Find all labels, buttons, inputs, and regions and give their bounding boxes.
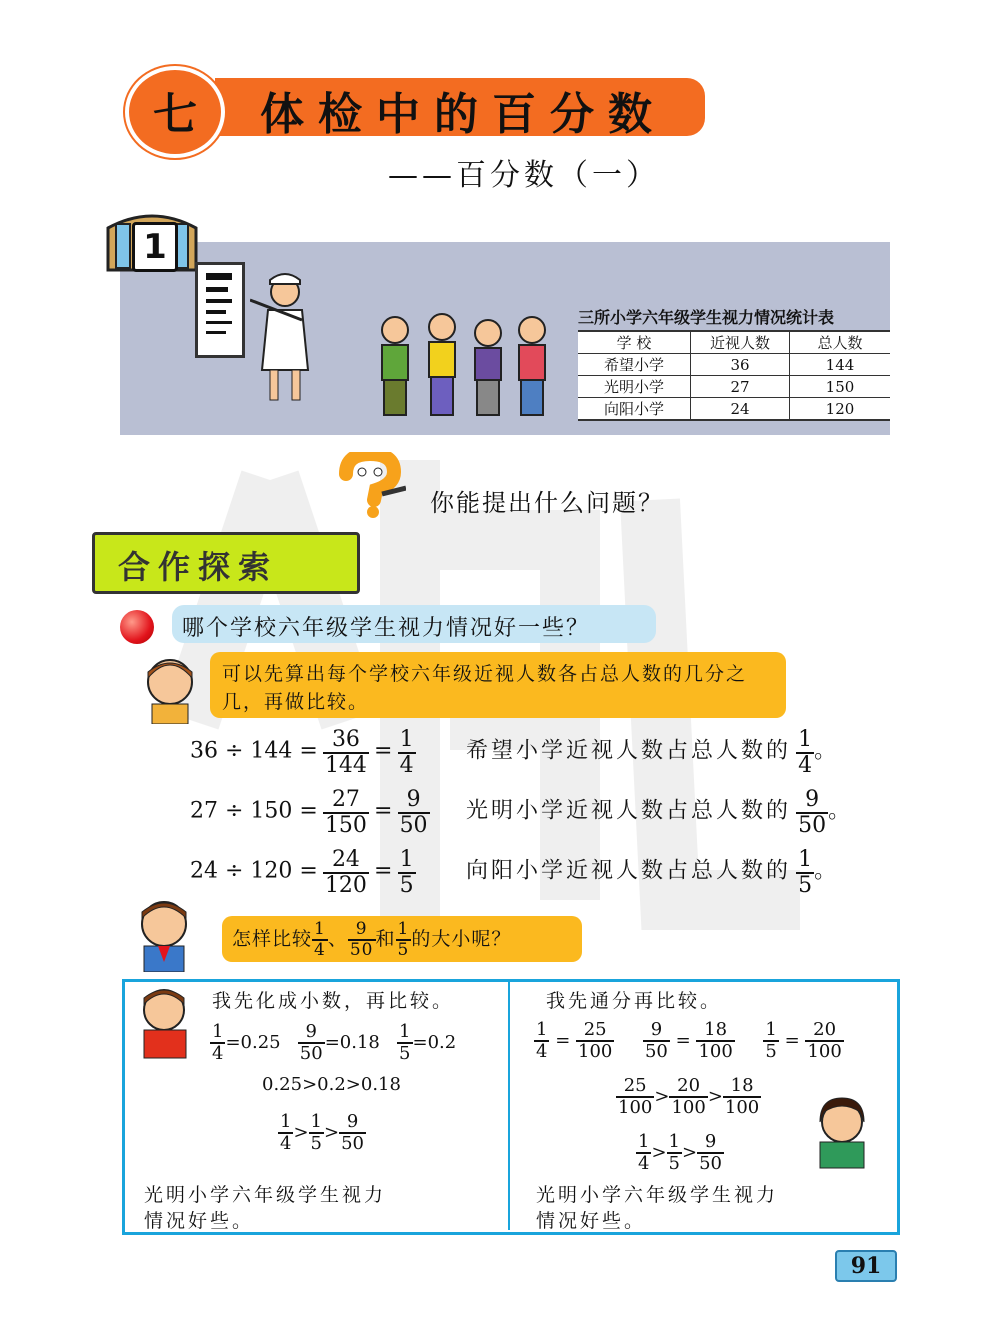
right-intro: 我先通分再比较。 xyxy=(546,990,723,1012)
fraction xyxy=(534,1020,549,1062)
denominator: 50 xyxy=(349,940,374,960)
calc-description-text: 希望小学近视人数占总人数的 xyxy=(466,738,792,764)
calc-row xyxy=(190,788,430,838)
fraction xyxy=(723,1076,761,1118)
boy2-avatar xyxy=(132,984,198,1060)
eye-chart-icon xyxy=(195,262,245,358)
fraction xyxy=(323,848,369,898)
fraction xyxy=(323,728,369,778)
fraction xyxy=(309,1112,324,1154)
decimal-value: =0.18 xyxy=(324,1032,380,1053)
table-cell: 120 xyxy=(790,398,891,421)
fraction xyxy=(796,848,814,898)
greater-than: > xyxy=(707,1086,723,1107)
table-row xyxy=(578,354,890,376)
numerator: 1 xyxy=(765,1019,777,1040)
numerator: 1 xyxy=(536,1019,548,1040)
denominator: 4 xyxy=(536,1041,548,1062)
left-conclusion-line2: 情况好些。 xyxy=(144,1210,255,1232)
students-figure xyxy=(370,305,570,420)
table-caption: 三所小学六年级学生视力情况统计表 xyxy=(578,308,835,327)
fraction xyxy=(398,788,430,838)
denominator: 4 xyxy=(798,753,813,778)
denominator: 4 xyxy=(212,1043,224,1064)
numerator: 36 xyxy=(323,728,369,754)
fraction xyxy=(210,1022,225,1064)
fraction xyxy=(697,1132,724,1174)
calc-description-text: 向阳小学近视人数占总人数的 xyxy=(466,858,792,884)
chapter-subtitle: ——百分数（一） xyxy=(388,158,660,193)
fraction xyxy=(398,728,416,778)
fraction xyxy=(616,1076,654,1118)
table-cell: 24 xyxy=(691,398,790,421)
calc-description xyxy=(466,848,839,898)
denominator: 50 xyxy=(341,1133,364,1154)
table-row xyxy=(578,376,890,398)
chapter-title: 体检中的百分数 xyxy=(260,89,666,140)
denominator: 50 xyxy=(644,1041,668,1062)
denominator: 5 xyxy=(310,1133,322,1154)
numerator: 9 xyxy=(348,920,376,941)
table-cell: 向阳小学 xyxy=(578,398,691,421)
table-cell: 36 xyxy=(691,354,790,376)
fraction xyxy=(669,1076,707,1118)
numerator: 1 xyxy=(280,1111,292,1132)
hint-text: 可以先算出每个学校六年级近视人数各占总人数的几分之几，再做比较。 xyxy=(222,663,748,713)
fraction xyxy=(796,728,814,778)
denominator: 100 xyxy=(807,1041,842,1062)
numerator: 1 xyxy=(798,727,813,752)
main-question: 哪个学校六年级学生视力情况好一些？ xyxy=(182,616,591,641)
calc-description-text: 光明小学近视人数占总人数的 xyxy=(466,798,792,824)
calc-expression: 36 ÷ 144 = xyxy=(190,738,318,764)
numerator: 1 xyxy=(399,727,414,752)
table-cell: 144 xyxy=(790,354,891,376)
greater-than: > xyxy=(682,1142,698,1163)
equals-sign: = xyxy=(374,798,393,824)
right-conclusion-line1: 光明小学六年级学生视力 xyxy=(536,1184,779,1206)
right-conclusion-line2: 情况好些。 xyxy=(536,1210,647,1232)
numerator: 18 xyxy=(696,1020,734,1042)
numerator: 1 xyxy=(212,1021,224,1042)
numerator: 25 xyxy=(576,1020,614,1042)
table-header-row xyxy=(578,331,890,354)
fraction xyxy=(323,788,369,838)
denominator: 5 xyxy=(399,873,414,898)
doctor-figure xyxy=(250,270,320,410)
denominator: 100 xyxy=(618,1097,653,1118)
greater-than: > xyxy=(293,1122,309,1143)
fraction xyxy=(643,1020,670,1062)
table-row xyxy=(578,398,890,421)
decimal-comparison: 0.25>0.2>0.18 xyxy=(262,1074,401,1095)
prompt-question: 你能提出什么问题？ xyxy=(430,489,664,517)
calc-description xyxy=(466,788,853,838)
table-cell: 希望小学 xyxy=(578,354,691,376)
compare-suffix: 的大小呢？ xyxy=(411,928,512,950)
numerator: 1 xyxy=(314,919,326,939)
denominator: 144 xyxy=(324,753,367,778)
numerator: 1 xyxy=(638,1131,650,1152)
numerator: 1 xyxy=(310,1111,322,1132)
fraction xyxy=(805,1020,843,1062)
numerator: 1 xyxy=(399,1021,411,1042)
period: 。 xyxy=(828,798,854,824)
denominator: 5 xyxy=(399,1043,411,1064)
period: 。 xyxy=(814,858,840,884)
equals-sign: = xyxy=(374,858,393,884)
table-header: 近视人数 xyxy=(691,331,790,354)
fraction xyxy=(396,920,412,960)
hundredths-comparison xyxy=(616,1076,761,1118)
girl2-avatar xyxy=(806,1094,874,1170)
numerator: 20 xyxy=(805,1020,843,1042)
numerator: 9 xyxy=(697,1132,724,1154)
problem-number: 1 xyxy=(132,222,178,272)
fraction xyxy=(763,1020,778,1062)
calc-description xyxy=(466,728,839,778)
numerator: 24 xyxy=(323,848,369,874)
denominator: 50 xyxy=(798,813,827,838)
fraction xyxy=(636,1132,651,1174)
numerator: 27 xyxy=(323,788,369,814)
fraction xyxy=(312,920,328,960)
chapter-number: 七 xyxy=(153,89,197,140)
right-fraction-comparison xyxy=(636,1132,724,1174)
calc-expression: 27 ÷ 150 = xyxy=(190,798,318,824)
numerator: 18 xyxy=(723,1076,761,1098)
denominator: 4 xyxy=(399,753,414,778)
common-denominator-row xyxy=(534,1020,844,1062)
numerator: 1 xyxy=(397,919,410,939)
table-header: 学 校 xyxy=(578,331,691,354)
equals-sign: = xyxy=(784,1030,800,1051)
denominator: 50 xyxy=(299,1043,323,1064)
numerator: 1 xyxy=(668,1131,680,1152)
denominator: 4 xyxy=(314,940,326,960)
table-cell: 150 xyxy=(790,376,891,398)
greater-than: > xyxy=(651,1142,667,1163)
denominator: 120 xyxy=(324,873,367,898)
denominator: 5 xyxy=(765,1041,777,1062)
fraction xyxy=(796,788,828,838)
table-header: 总人数 xyxy=(790,331,891,354)
numerator: 9 xyxy=(339,1112,366,1134)
left-intro: 我先化成小数，再比较。 xyxy=(212,990,455,1012)
denominator: 4 xyxy=(638,1153,650,1174)
fraction xyxy=(298,1022,325,1064)
decimal-value: =0.25 xyxy=(225,1032,281,1053)
greater-than: > xyxy=(654,1086,670,1107)
denominator: 5 xyxy=(397,940,410,960)
separator: 、 xyxy=(327,928,348,950)
section-tag-label: 合作探索 xyxy=(118,548,279,586)
denominator: 100 xyxy=(698,1041,733,1062)
fraction xyxy=(576,1020,614,1062)
calc-expression: 24 ÷ 120 = xyxy=(190,858,318,884)
equals-sign: = xyxy=(374,738,393,764)
denominator: 5 xyxy=(668,1153,680,1174)
question-mark-icon xyxy=(336,452,406,518)
equals-sign: = xyxy=(675,1030,691,1051)
fraction xyxy=(398,848,416,898)
denominator: 100 xyxy=(671,1097,706,1118)
compare-question xyxy=(232,920,511,960)
left-fraction-comparison xyxy=(278,1112,366,1154)
greater-than: > xyxy=(324,1122,340,1143)
numerator: 1 xyxy=(399,847,414,872)
denominator: 100 xyxy=(578,1041,613,1062)
table-cell: 光明小学 xyxy=(578,376,691,398)
numerator: 9 xyxy=(298,1022,325,1044)
denominator: 4 xyxy=(280,1133,292,1154)
fraction xyxy=(278,1112,293,1154)
numerator: 1 xyxy=(798,847,813,872)
denominator: 100 xyxy=(724,1097,760,1118)
separator: 和 xyxy=(375,928,396,950)
table-cell: 27 xyxy=(691,376,790,398)
numerator: 20 xyxy=(669,1076,707,1098)
fraction xyxy=(397,1022,412,1064)
red-dot-icon xyxy=(120,610,154,644)
compare-prefix: 怎样比较 xyxy=(232,928,313,950)
fraction xyxy=(696,1020,734,1062)
solutions-divider xyxy=(508,980,510,1230)
girl-avatar xyxy=(130,654,210,724)
denominator: 50 xyxy=(399,813,428,838)
denominator: 150 xyxy=(324,813,367,838)
numerator: 9 xyxy=(643,1020,670,1042)
calc-row xyxy=(190,728,416,778)
calc-row xyxy=(190,848,416,898)
vision-stats-table xyxy=(578,330,890,421)
fraction xyxy=(339,1112,366,1154)
page-number: 91 xyxy=(835,1250,897,1282)
period: 。 xyxy=(814,738,840,764)
fraction xyxy=(348,920,376,960)
fraction xyxy=(667,1132,682,1174)
denominator: 5 xyxy=(798,873,813,898)
numerator: 9 xyxy=(398,788,430,814)
left-conversions xyxy=(210,1022,456,1064)
boy-avatar xyxy=(128,896,208,972)
equals-sign: = xyxy=(555,1030,571,1051)
denominator: 50 xyxy=(699,1153,722,1174)
decimal-value: =0.2 xyxy=(412,1032,457,1053)
numerator: 25 xyxy=(616,1076,654,1098)
numerator: 9 xyxy=(796,788,828,814)
left-conclusion-line1: 光明小学六年级学生视力 xyxy=(144,1184,387,1206)
